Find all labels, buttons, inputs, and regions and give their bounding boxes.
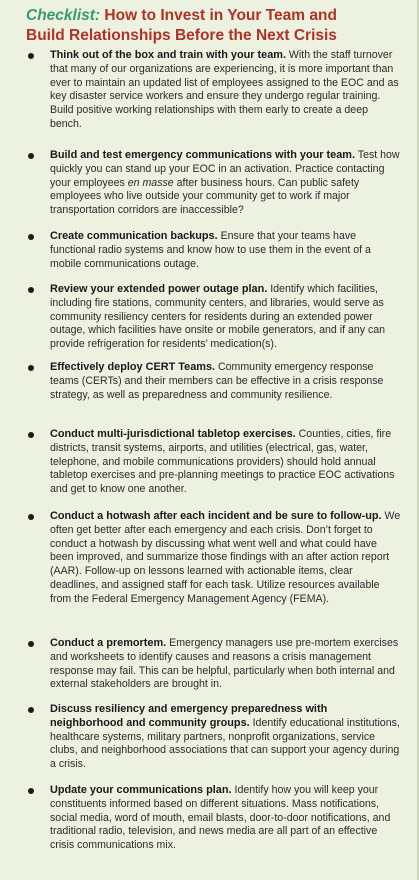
item-text: Emergency managers use pre-mortem exercises and worksheets to identify causes and reasons a crisis management response may fail. This can be helpful, particularly when both internal and external stakeholders are brought in. [50, 637, 399, 691]
item-text-emphasis: en masse [127, 176, 174, 189]
item-text: Identify educational institutions, healthcare systems, military partners, nonprofit organizations, service clubs, and neighborhood associations that can support your agency during a crisis. [50, 716, 400, 770]
list-item [50, 230, 402, 271]
item-text: Ensure that your teams have functional radio systems and know how to use them in the event of a mobile communications outage. [50, 230, 371, 270]
item-heading: Review your extended power outage plan. [50, 283, 268, 295]
item-text: We often get better after each emergency and each crisis. Don’t forget to conduct a hotwash by discussing what went well and what could have been improved, and summarize those findings with an after action report (AAR). Follow-up on lessons learned with actionable items, clear deadlines, and assigned staff for each task. Utilize resources available from the Federal Emergency Management Agency (FEMA). [50, 510, 401, 605]
list-item [50, 149, 402, 218]
list-item [50, 703, 402, 772]
title-lead: Checklist: [26, 7, 101, 24]
bullet-icon [28, 641, 34, 647]
item-text-before: Test how quickly you can stand up your EOC in an activation. Practice contacting your employees [50, 149, 400, 189]
list-item [50, 510, 402, 606]
bullet-icon [28, 514, 34, 520]
item-heading: Discuss resiliency and emergency preparedness with neighborhood and community groups. [50, 703, 328, 729]
item-heading: Create communication backups. [50, 230, 218, 242]
bullet-icon [28, 365, 34, 371]
item-heading: Think out of the box and train with your team. [50, 49, 286, 61]
item-text: Counties, cities, fire districts, transit systems, airports, and utilities (electrical, gas, water, telephone, and mobile communications providers) should hold annual tabletop exercises and pre-planning meetings to practice EOC activations and get to know one another. [50, 428, 395, 495]
item-heading: Effectively deploy CERT Teams. [50, 361, 216, 373]
list-item [50, 49, 402, 132]
bullet-icon [28, 53, 34, 59]
list-item [50, 784, 402, 853]
bullet-icon [28, 432, 34, 438]
item-heading: Build and test emergency communications with your team. [50, 149, 356, 161]
list-item [50, 283, 402, 352]
item-heading: Conduct a hotwash after each incident and be sure to follow-up. [50, 510, 382, 522]
bullet-icon [28, 287, 34, 293]
checklist-title [26, 6, 411, 46]
bullet-icon [28, 234, 34, 240]
title-line-1: How to Invest in Your Team and [104, 7, 337, 24]
list-item [50, 637, 402, 692]
item-heading: Conduct a premortem. [50, 637, 167, 649]
item-text: Community emergency response teams (CERTs) and their members can be effective in a crisis response strategy, as well as preparedness and community resilience. [50, 361, 384, 401]
item-heading: Conduct multi-jurisdictional tabletop exercises. [50, 428, 296, 440]
item-heading: Update your communications plan. [50, 784, 232, 796]
item-text: Identify how you will keep your constituents informed based on different situations. Mass notifications, social media, word of mouth, email blasts, door-to-door notifications, and traditional radio, television, and news media are all part of an effective crisis communications mix. [50, 784, 391, 851]
title-line-2: Build Relationships Before the Next Crisis [26, 27, 337, 44]
bullet-icon [28, 153, 34, 159]
item-text: With the staff turnover that many of our organizations are experiencing, it is more important than ever to maintain an updated list of employees assigned to the EOC and as key disaster service workers and ensure they undergo regular training. Build positive working relationships with them early to create a deep bench. [50, 49, 399, 130]
item-text: Identify which facilities, including fire stations, community centers, and libraries, would serve as community resiliency centers for residents during an extended power outage, which facilities have onsite or mobile generators, and if any can provide refrigeration for residents’ medication(s). [50, 283, 386, 350]
bullet-icon [28, 707, 34, 713]
item-text-after: after business hours. Can public safety employees who live outside your community get to work if major transportation corridors are inaccessible? [50, 176, 360, 216]
bullet-icon [28, 788, 34, 794]
list-item [50, 428, 402, 497]
list-item [50, 361, 402, 402]
